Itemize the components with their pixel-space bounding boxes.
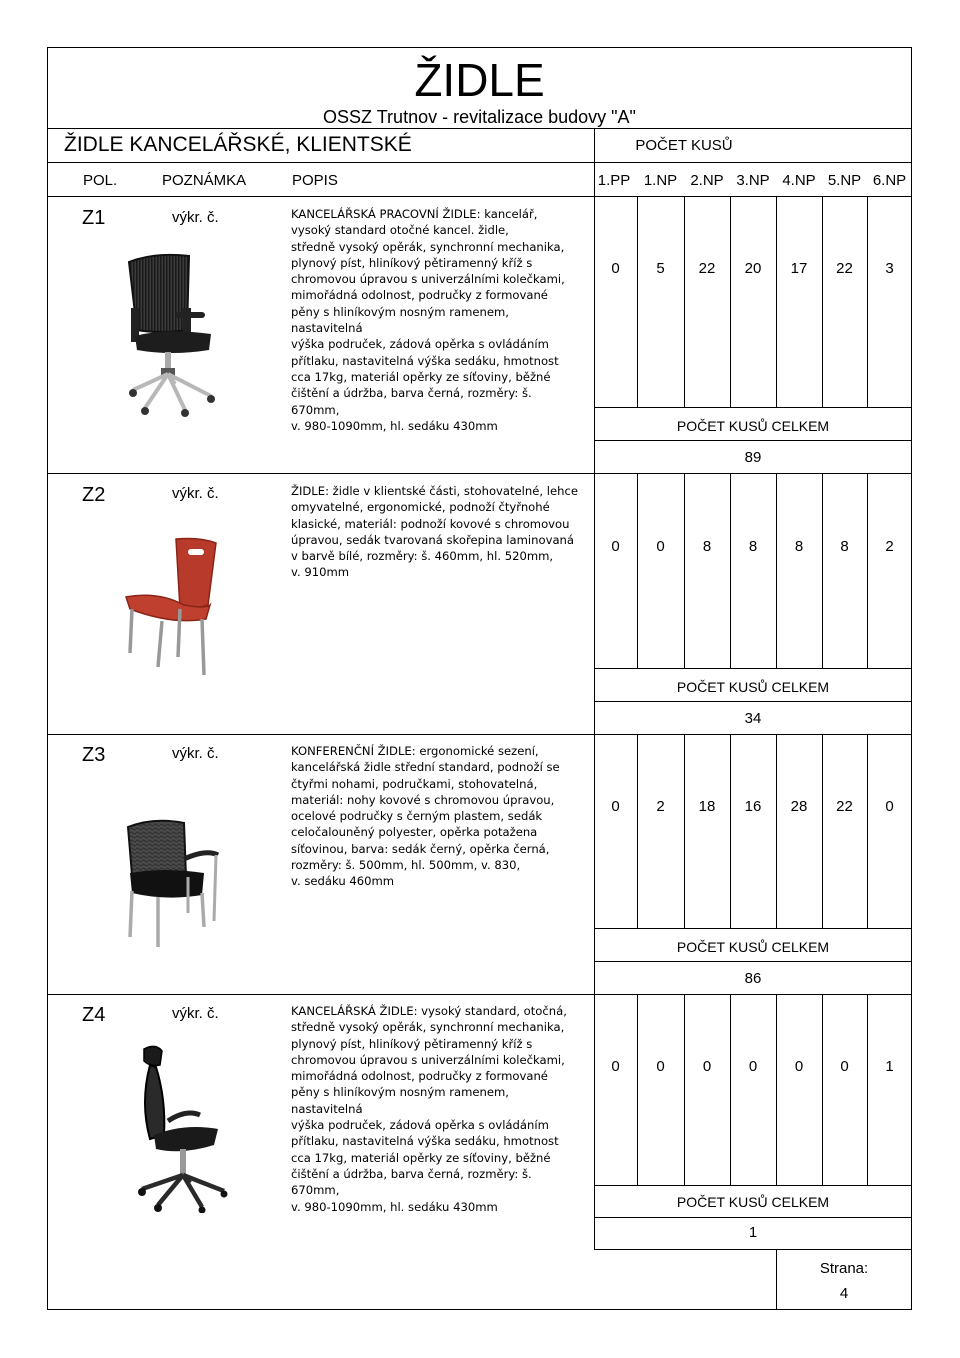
qty-cell: 16 — [744, 798, 762, 815]
col-header-floor: 1.NP — [643, 172, 678, 189]
col-header-floor: 3.NP — [736, 172, 770, 189]
qty-cell: 0 — [840, 1058, 849, 1075]
pocet-kusu-header: POČET KUSŮ — [635, 137, 733, 154]
qty-cell: 2 — [885, 538, 894, 555]
total-value: 34 — [744, 710, 762, 727]
col-header-floor: 4.NP — [782, 172, 816, 189]
qty-cell: 0 — [611, 538, 620, 555]
item-note: výkr. č. — [172, 1005, 219, 1022]
page-number: 4 — [839, 1285, 849, 1302]
item-position: Z1 — [82, 207, 106, 229]
qty-cell: 8 — [840, 538, 849, 555]
qty-cell: 2 — [656, 798, 665, 815]
office-mesh-chair-image — [115, 250, 225, 422]
section-title: ŽIDLE KANCELÁŘSKÉ, KLIENTSKÉ — [64, 133, 412, 156]
item-description: ŽIDLE: židle v klientské části, stohovatelné, lehce omyvatelné, ergonomické, podnoží čtyřnohé klasické, materiál: podnoží kovové s chromovou úpravou, sedák tvarovaná skořepina laminovaná v barvě bílé, rozměry: š. 460mm, hl. 520mm, v. 910mm — [291, 484, 578, 580]
total-label: POČET KUSŮ CELKEM — [676, 418, 830, 434]
item-description: KONFERENČNÍ ŽIDLE: ergonomické sezení, kancelářská židle střední standard, podnoží se čtyřmi nohami, područkami, stohovatelná, materiál: nohy kovové s chromovou úpravou, ocelové područky s černým plastem, sedák celočalouněný polyester, opěrka potažena síťovinou, barva: sedák černý, opěrka černá, rozměry: š. 500mm, hl. 500mm, v. 830, v. sedáku 460mm — [291, 744, 560, 889]
col-header-poznamka: POZNÁMKA — [162, 172, 247, 189]
total-value: 89 — [744, 449, 762, 466]
qty-cell: 18 — [698, 798, 716, 815]
item-note: výkr. č. — [172, 209, 219, 226]
qty-cell: 22 — [836, 260, 853, 277]
qty-cell: 22 — [836, 798, 853, 815]
total-label: POČET KUSŮ CELKEM — [676, 679, 830, 695]
qty-cell: 20 — [744, 260, 762, 277]
qty-cell: 3 — [885, 260, 894, 277]
item-position: Z3 — [82, 744, 106, 766]
item-description: KANCELÁŘSKÁ PRACOVNÍ ŽIDLE: kancelář, vysoký standard otočné kancel. židle, středně vysoký opěrák, synchronní mechanika, plynový píst, hliníkový pětiramenný kříž s chromovou úpravou s univerzálními kolečkami, mimořádná odolnost, područky z formované pěny s hliníkovým nosným ramenem, nastavitelná výška područek, zádová opěrka s ovládáním přítlaku, nastavitelná výška sedáku, hmotnost cca 17kg, materiál opěrky ze síťoviny, běžné čištění a údržba, barva černá, rozměry: š. 670mm, v. 980-1090mm, hl. sedáku 430mm — [291, 207, 565, 433]
qty-cell: 5 — [656, 260, 665, 277]
total-value: 1 — [748, 1224, 758, 1241]
item-position: Z2 — [82, 484, 106, 506]
qty-cell: 0 — [611, 1058, 620, 1075]
col-header-pol: POL. — [83, 172, 118, 189]
item-position: Z4 — [82, 1004, 106, 1026]
item-note: výkr. č. — [172, 485, 219, 502]
item-note: výkr. č. — [172, 745, 219, 762]
conference-chair-image — [118, 815, 228, 955]
col-header-floor: 5.NP — [827, 172, 862, 189]
qty-cell: 8 — [794, 538, 804, 555]
qty-cell: 0 — [702, 1058, 712, 1075]
col-header-floor: 1.PP — [597, 172, 631, 189]
qty-cell: 17 — [790, 260, 808, 277]
qty-cell: 0 — [748, 1058, 758, 1075]
col-header-floor: 2.NP — [690, 172, 724, 189]
page-subtitle: OSSZ Trutnov - revitalizace budovy "A" — [323, 107, 636, 127]
col-header-popis: POPIS — [292, 172, 338, 189]
page-label: Strana: — [819, 1260, 869, 1277]
qty-cell: 8 — [748, 538, 758, 555]
qty-cell: 8 — [702, 538, 712, 555]
item-description: KANCELÁŘSKÁ ŽIDLE: vysoký standard, otočná, středně vysoký opěrák, synchronní mechanika, plynový píst, hliníkový pětiramenný kříž s chromovou úpravou s univerzálními kolečkami, mimořádná odolnost, područky z formované pěny s hliníkovým nosným ramenem, nastavitelná výška područek, zádová opěrka s ovládáním přítlaku, nastavitelná výška sedáku, hmotnost cca 17kg, materiál opěrky ze síťoviny, běžné čištění a údržba, barva černá, rozměry: š. 670mm, v. 980-1090mm, hl. sedáku 430mm — [291, 1004, 567, 1214]
qty-cell: 0 — [611, 798, 620, 815]
qty-cell: 28 — [790, 798, 808, 815]
total-label: POČET KUSŮ CELKEM — [676, 939, 830, 955]
qty-cell: 0 — [885, 798, 894, 815]
qty-cell: 0 — [656, 538, 665, 555]
col-header-floor: 6.NP — [872, 172, 907, 189]
qty-cell: 1 — [885, 1058, 894, 1075]
executive-headrest-chair-image — [128, 1043, 228, 1213]
qty-cell: 22 — [698, 260, 716, 277]
qty-cell: 0 — [656, 1058, 665, 1075]
page-title: ŽIDLE — [414, 54, 545, 106]
red-stacking-chair-image — [118, 535, 228, 680]
total-label: POČET KUSŮ CELKEM — [676, 1194, 830, 1210]
qty-cell: 0 — [794, 1058, 804, 1075]
total-value: 86 — [744, 970, 762, 987]
qty-cell: 0 — [611, 260, 620, 277]
